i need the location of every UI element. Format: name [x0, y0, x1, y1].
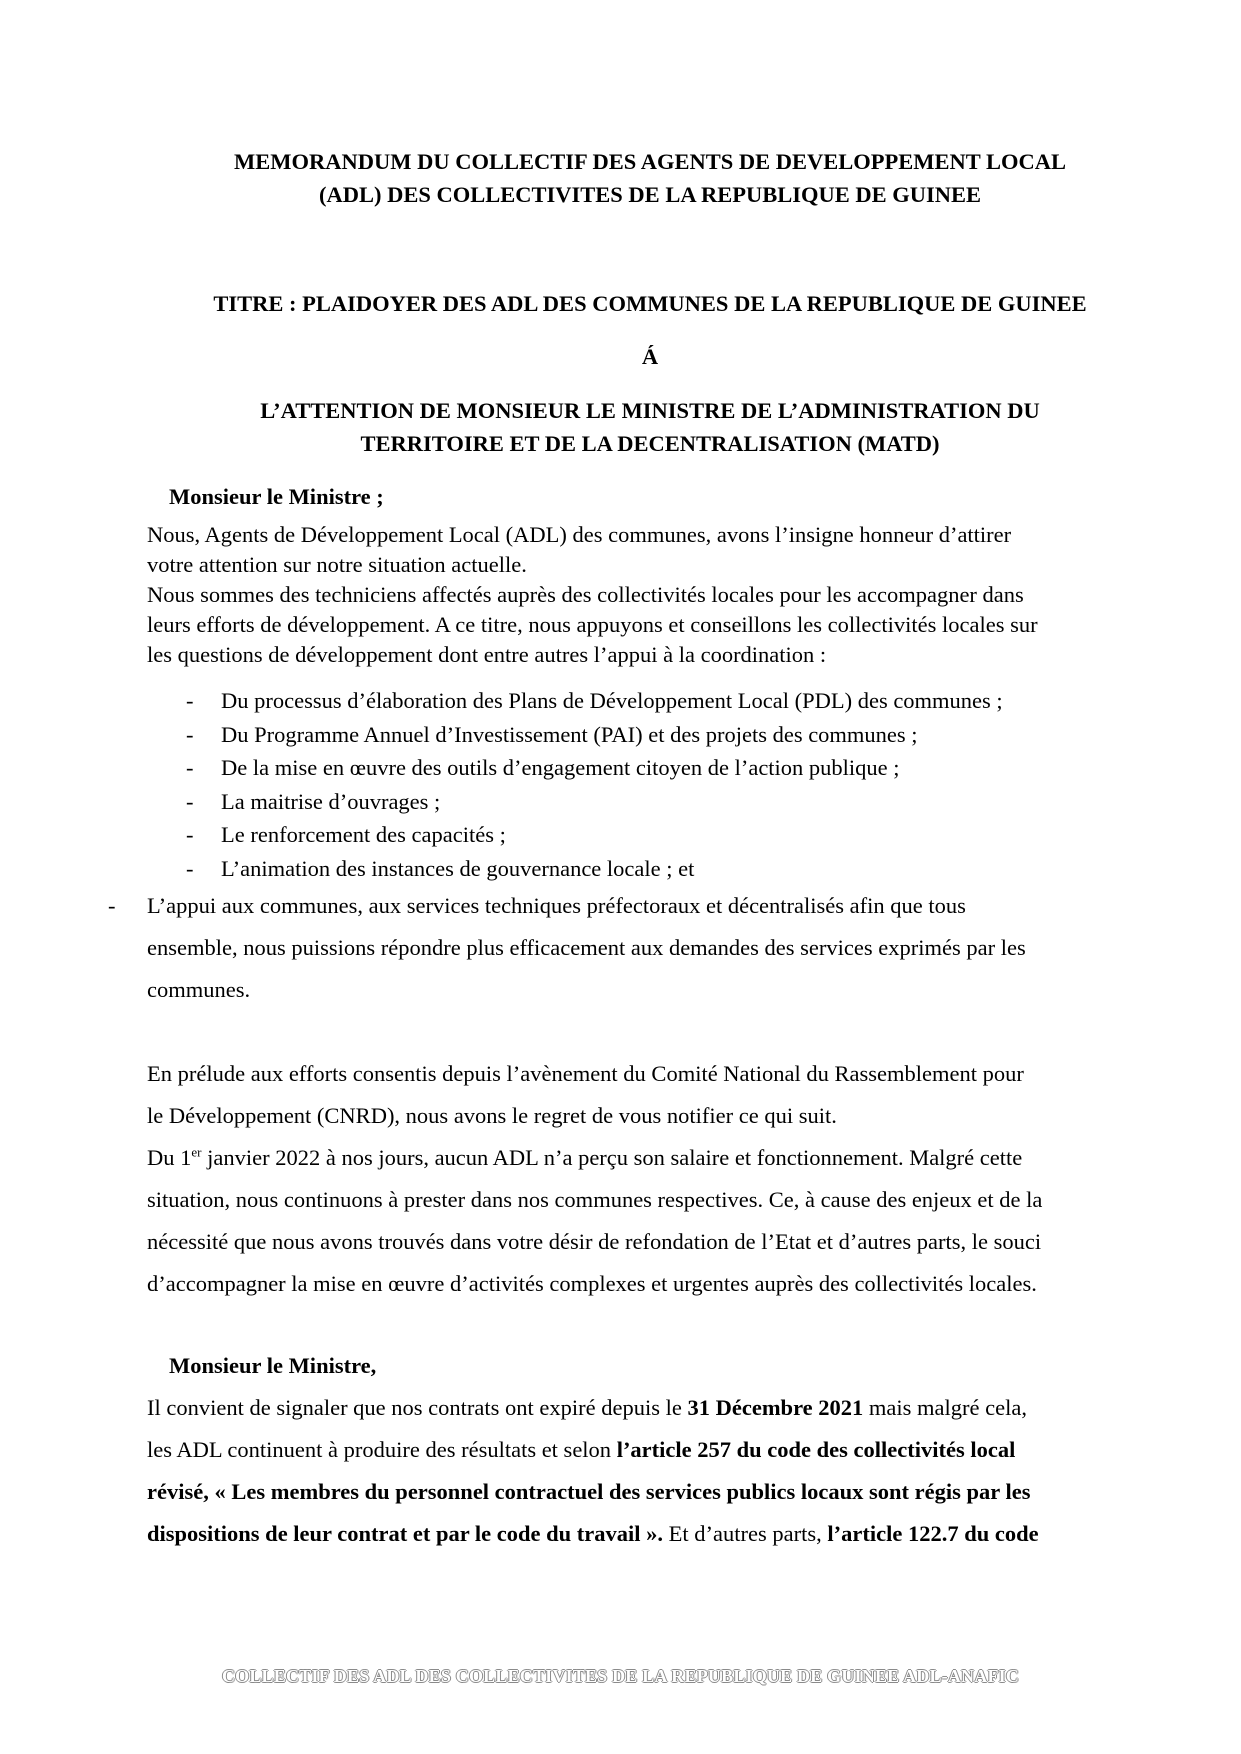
title-a: Á: [641, 344, 659, 369]
contract-line-2: [147, 1429, 1132, 1471]
intro-paragraph: [147, 520, 1132, 670]
bullet-dash: -: [186, 788, 194, 814]
page-footer: COLLECTIF DES ADL DES COLLECTIVITES DE LA REPUBLIQUE DE GUINEE ADL-ANAFIC: [221, 1666, 1020, 1686]
last-bullet-dash: -: [108, 893, 116, 918]
contract-line-1: [147, 1387, 1132, 1429]
last-bullet-line-3: communes.: [147, 977, 251, 1002]
memorandum-header: [150, 145, 1150, 211]
intro-p2-line-1: Nous sommes des techniciens affectés auprès des collectivités locales pour les accompagner dans: [147, 582, 1024, 607]
contract-text: Il convient de signaler que nos contrats ont expiré depuis le: [147, 1395, 688, 1420]
list-item-text: Le renforcement des capacités ;: [221, 822, 506, 847]
last-bullet-paragraph: [147, 885, 1132, 1011]
salary-date-superscript: er: [191, 1144, 202, 1160]
bullet-dash: -: [186, 721, 194, 747]
prelude-line-2: le Développement (CNRD), nous avons le regret de vous notifier ce qui suit.: [147, 1103, 837, 1128]
bullet-dash: -: [186, 755, 194, 780]
article-257-quote: révisé, « Les membres du personnel contractuel des services publics locaux sont régis par les: [147, 1479, 1031, 1504]
intro-p1-line-1: Nous, Agents de Développement Local (ADL) des communes, avons l’insigne honneur d’attirer: [147, 522, 1012, 547]
salary-line-1-text: janvier 2022 à nos jours, aucun ADL n’a perçu son salaire et fonctionnement. Malgré cette: [201, 1145, 1023, 1170]
list-item: [186, 751, 1136, 785]
attention-line-2: TERRITOIRE ET DE LA DECENTRALISATION (MATD): [360, 431, 940, 456]
article-257-reference: l’article 257 du code des collectivités local: [616, 1437, 1016, 1462]
intro-p2-line-3: les questions de développement dont entre autres l’appui à la coordination :: [147, 642, 827, 667]
article-257-quote-end: dispositions de leur contrat et par le code du travail ».: [147, 1521, 664, 1546]
list-item-text: La maitrise d’ouvrages ;: [221, 788, 441, 814]
article-122-reference: l’article 122.7 du code: [827, 1521, 1039, 1546]
contract-line-3: [147, 1471, 1132, 1513]
contract-paragraph: [147, 1387, 1132, 1555]
contract-text: les ADL continuent à produire des résultats et selon: [147, 1437, 617, 1462]
list-item-text: Du Programme Annuel d’Investissement (PAI) et des projets des communes ;: [221, 721, 918, 747]
salary-line-4: d’accompagner la mise en œuvre d’activités complexes et urgentes auprès des collectivités locales.: [147, 1271, 1037, 1296]
intro-p2-line-2: leurs efforts de développement. A ce titre, nous appuyons et conseillons les collectivités locales sur: [147, 612, 1038, 637]
bullet-dash: -: [186, 688, 194, 713]
list-item: [186, 818, 1136, 852]
list-item: [186, 785, 1136, 819]
contract-text: Et d’autres parts,: [663, 1521, 828, 1546]
last-bullet-line-1: L’appui aux communes, aux services techniques préfectoraux et décentralisés afin que tous: [147, 893, 966, 918]
attention-line-1: L’ATTENTION DE MONSIEUR LE MINISTRE DE L’ADMINISTRATION DU: [260, 398, 1040, 423]
prelude-paragraph: [147, 1053, 1132, 1305]
list-item: [186, 718, 1136, 752]
list-item: [186, 852, 1136, 886]
salutation-2: Monsieur le Ministre,: [169, 1353, 377, 1378]
bullet-dash: -: [186, 855, 194, 881]
list-item-text: Du processus d’élaboration des Plans de Développement Local (PDL) des communes ;: [221, 688, 1003, 713]
intro-p1-line-2: votre attention sur notre situation actuelle.: [147, 552, 527, 577]
contract-text: mais malgré cela,: [863, 1395, 1027, 1420]
coordination-list: [186, 684, 1136, 885]
prelude-line-1: En prélude aux efforts consentis depuis l’avènement du Comité National du Rassemblement pour: [147, 1061, 1024, 1086]
bullet-dash: -: [186, 822, 194, 847]
contract-line-4: [147, 1513, 1132, 1555]
salutation-1: Monsieur le Ministre ;: [169, 484, 384, 509]
header-line-1: MEMORANDUM DU COLLECTIF DES AGENTS DE DEVELOPPEMENT LOCAL: [234, 149, 1066, 174]
salary-line-3: nécessité que nous avons trouvés dans votre désir de refondation de l’Etat et d’autres parts, le souci: [147, 1229, 1042, 1254]
list-item: [186, 684, 1136, 718]
list-item-text: De la mise en œuvre des outils d’engagement citoyen de l’action publique ;: [221, 755, 900, 780]
last-bullet-line-2: ensemble, nous puissions répondre plus efficacement aux demandes des services exprimés par les: [147, 935, 1026, 960]
salary-line-1: [147, 1137, 1132, 1179]
salary-line-2: situation, nous continuons à prester dans nos communes respectives. Ce, à cause des enjeux et de la: [147, 1187, 1043, 1212]
list-item-text: L’animation des instances de gouvernance locale ; et: [221, 855, 695, 881]
header-line-2: (ADL) DES COLLECTIVITES DE LA REPUBLIQUE DE GUINEE: [318, 182, 982, 207]
salary-date-prefix: Du 1: [147, 1145, 192, 1170]
attention-block: [150, 394, 1150, 460]
contract-date: 31 Décembre 2021: [687, 1395, 864, 1420]
title-line: TITRE : PLAIDOYER DES ADL DES COMMUNES DE LA REPUBLIQUE DE GUINEE: [213, 291, 1087, 316]
